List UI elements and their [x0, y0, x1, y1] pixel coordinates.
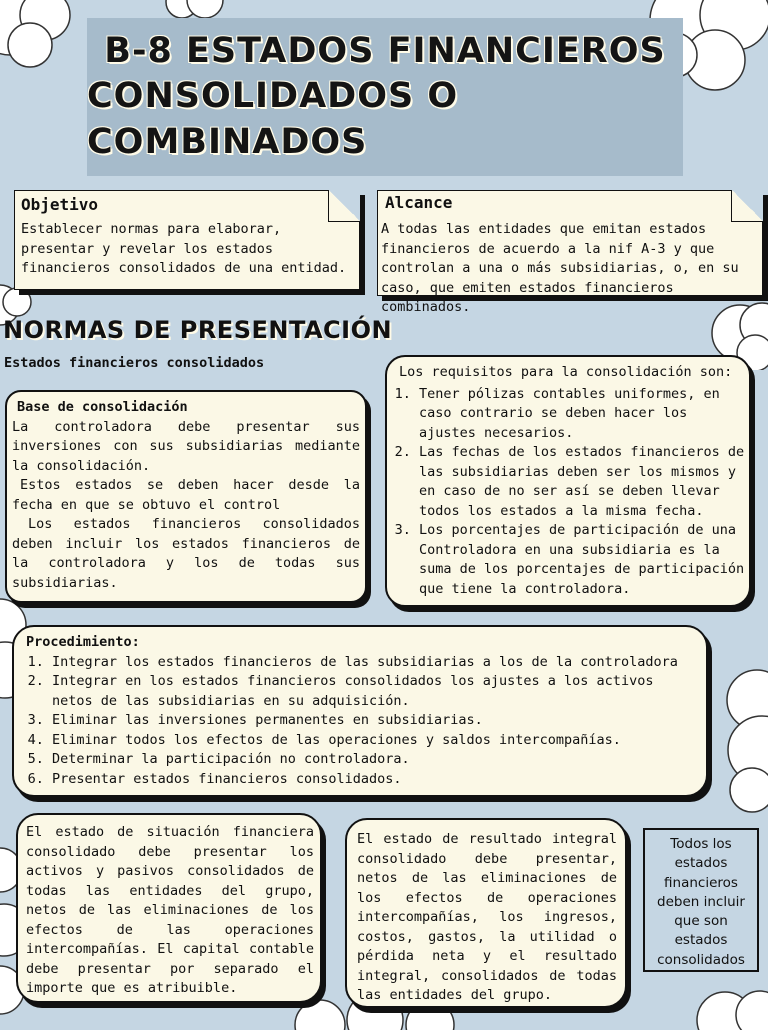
resultado-integral-text: El estado de resultado integral consolidado debe presentar, netos de las eliminaciones de los efectos de operaciones intercompañías, los ingresos, costos, gastos, la utilidad o pérdida neta y el resultado integral, consolidados de todas las entidades del grupo.	[357, 831, 617, 1003]
objetivo-card	[14, 190, 360, 290]
resultado-integral-card	[345, 818, 627, 1008]
base-consolidacion-card	[5, 390, 367, 603]
page-fold-corner	[328, 190, 360, 222]
title-panel	[87, 18, 683, 176]
requisitos-list	[393, 385, 745, 600]
procedimiento-item-6: 6. Presentar estados financieros consolidados.	[52, 770, 700, 790]
situacion-financiera-text: El estado de situación financiera consolidado debe presentar los activos y pasivos consolidados de todas las entidades del grupo, netos de las eliminaciones de los efectos de las operaciones intercompañías. El capital contable debe presentar por separado el importe que es atribuible.	[26, 824, 314, 996]
page-title-line-2: CONSOLIDADOS O COMBINADOS	[87, 76, 459, 162]
base-paragraph-2: Estos estados se deben hacer desde la fecha en que se obtuvo el control	[12, 477, 360, 513]
requisito-item-3: 3. Los porcentajes de participación de una Controladora en una subsidiaria es la suma de los porcentajes de participación que tiene la controladora.	[419, 521, 745, 599]
requisitos-title: Los requisitos para la consolidación son:	[399, 364, 733, 380]
cloud-decoration-right-lower	[712, 655, 768, 815]
base-paragraph-3: Los estados financieros consolidados deben incluir los estados financieros de la controladora y los de todas sus subsidiarias.	[12, 516, 360, 591]
situacion-financiera-card	[16, 813, 322, 1003]
procedimiento-list	[26, 653, 700, 790]
objetivo-text: Establecer normas para elaborar, presentar y revelar los estados financieros consolidados de una entidad.	[21, 221, 347, 276]
cloud-decoration-bottom-right	[690, 980, 768, 1030]
side-note: Todos los estados financieros deben incluir que son estados consolidados	[643, 828, 759, 972]
procedimiento-title: Procedimiento:	[26, 634, 140, 650]
page-title-line-1: B-8 ESTADOS FINANCIEROS	[104, 30, 666, 71]
requisito-item-2: 2. Las fechas de los estados financieros de las subsidiarias deben ser los mismos y en caso de no ser así se deben llevar todos los estados a la misma fecha.	[419, 443, 745, 521]
cloud-decoration-top-left	[0, 0, 80, 75]
base-paragraph-1: La controladora debe presentar sus inversiones con sus subsidiarias mediante la consolidación.	[12, 418, 360, 474]
section-title: NORMAS DE PRESENTACIÓN	[3, 316, 393, 344]
procedimiento-item-4: 4. Eliminar todos los efectos de las operaciones y saldos intercompañías.	[52, 731, 700, 751]
alcance-card	[377, 190, 763, 315]
objetivo-title: Objetivo	[21, 195, 99, 214]
procedimiento-item-2: 2. Integrar en los estados financieros consolidados los ajustes a los activos netos de las subsidiarias en su adquisición.	[52, 672, 700, 711]
alcance-title: Alcance	[385, 193, 453, 212]
requisito-item-1: 1. Tener pólizas contables uniformes, en caso contrario se deben hacer los ajustes necesarios.	[419, 385, 745, 444]
section-subtitle: Estados financieros consolidados	[4, 355, 265, 371]
procedimiento-item-5: 5. Determinar la participación no controladora.	[52, 750, 700, 770]
requisitos-card	[385, 355, 751, 607]
cloud-decoration-top-center	[160, 0, 230, 18]
alcance-text: A todas las entidades que emitan estados financieros de acuerdo a la nif A-3 y que controlan a una o más subsidiarias, o, en su caso, que emiten estados financieros combinados.	[381, 221, 739, 315]
procedimiento-item-3: 3. Eliminar las inversiones permanentes en subsidiarias.	[52, 711, 700, 731]
procedimiento-item-1: 1. Integrar los estados financieros de las subsidiarias a los de la controladora	[52, 653, 700, 673]
page-fold-corner	[731, 190, 763, 222]
procedimiento-card	[12, 625, 708, 797]
base-consolidacion-title: Base de consolidación	[17, 399, 188, 415]
